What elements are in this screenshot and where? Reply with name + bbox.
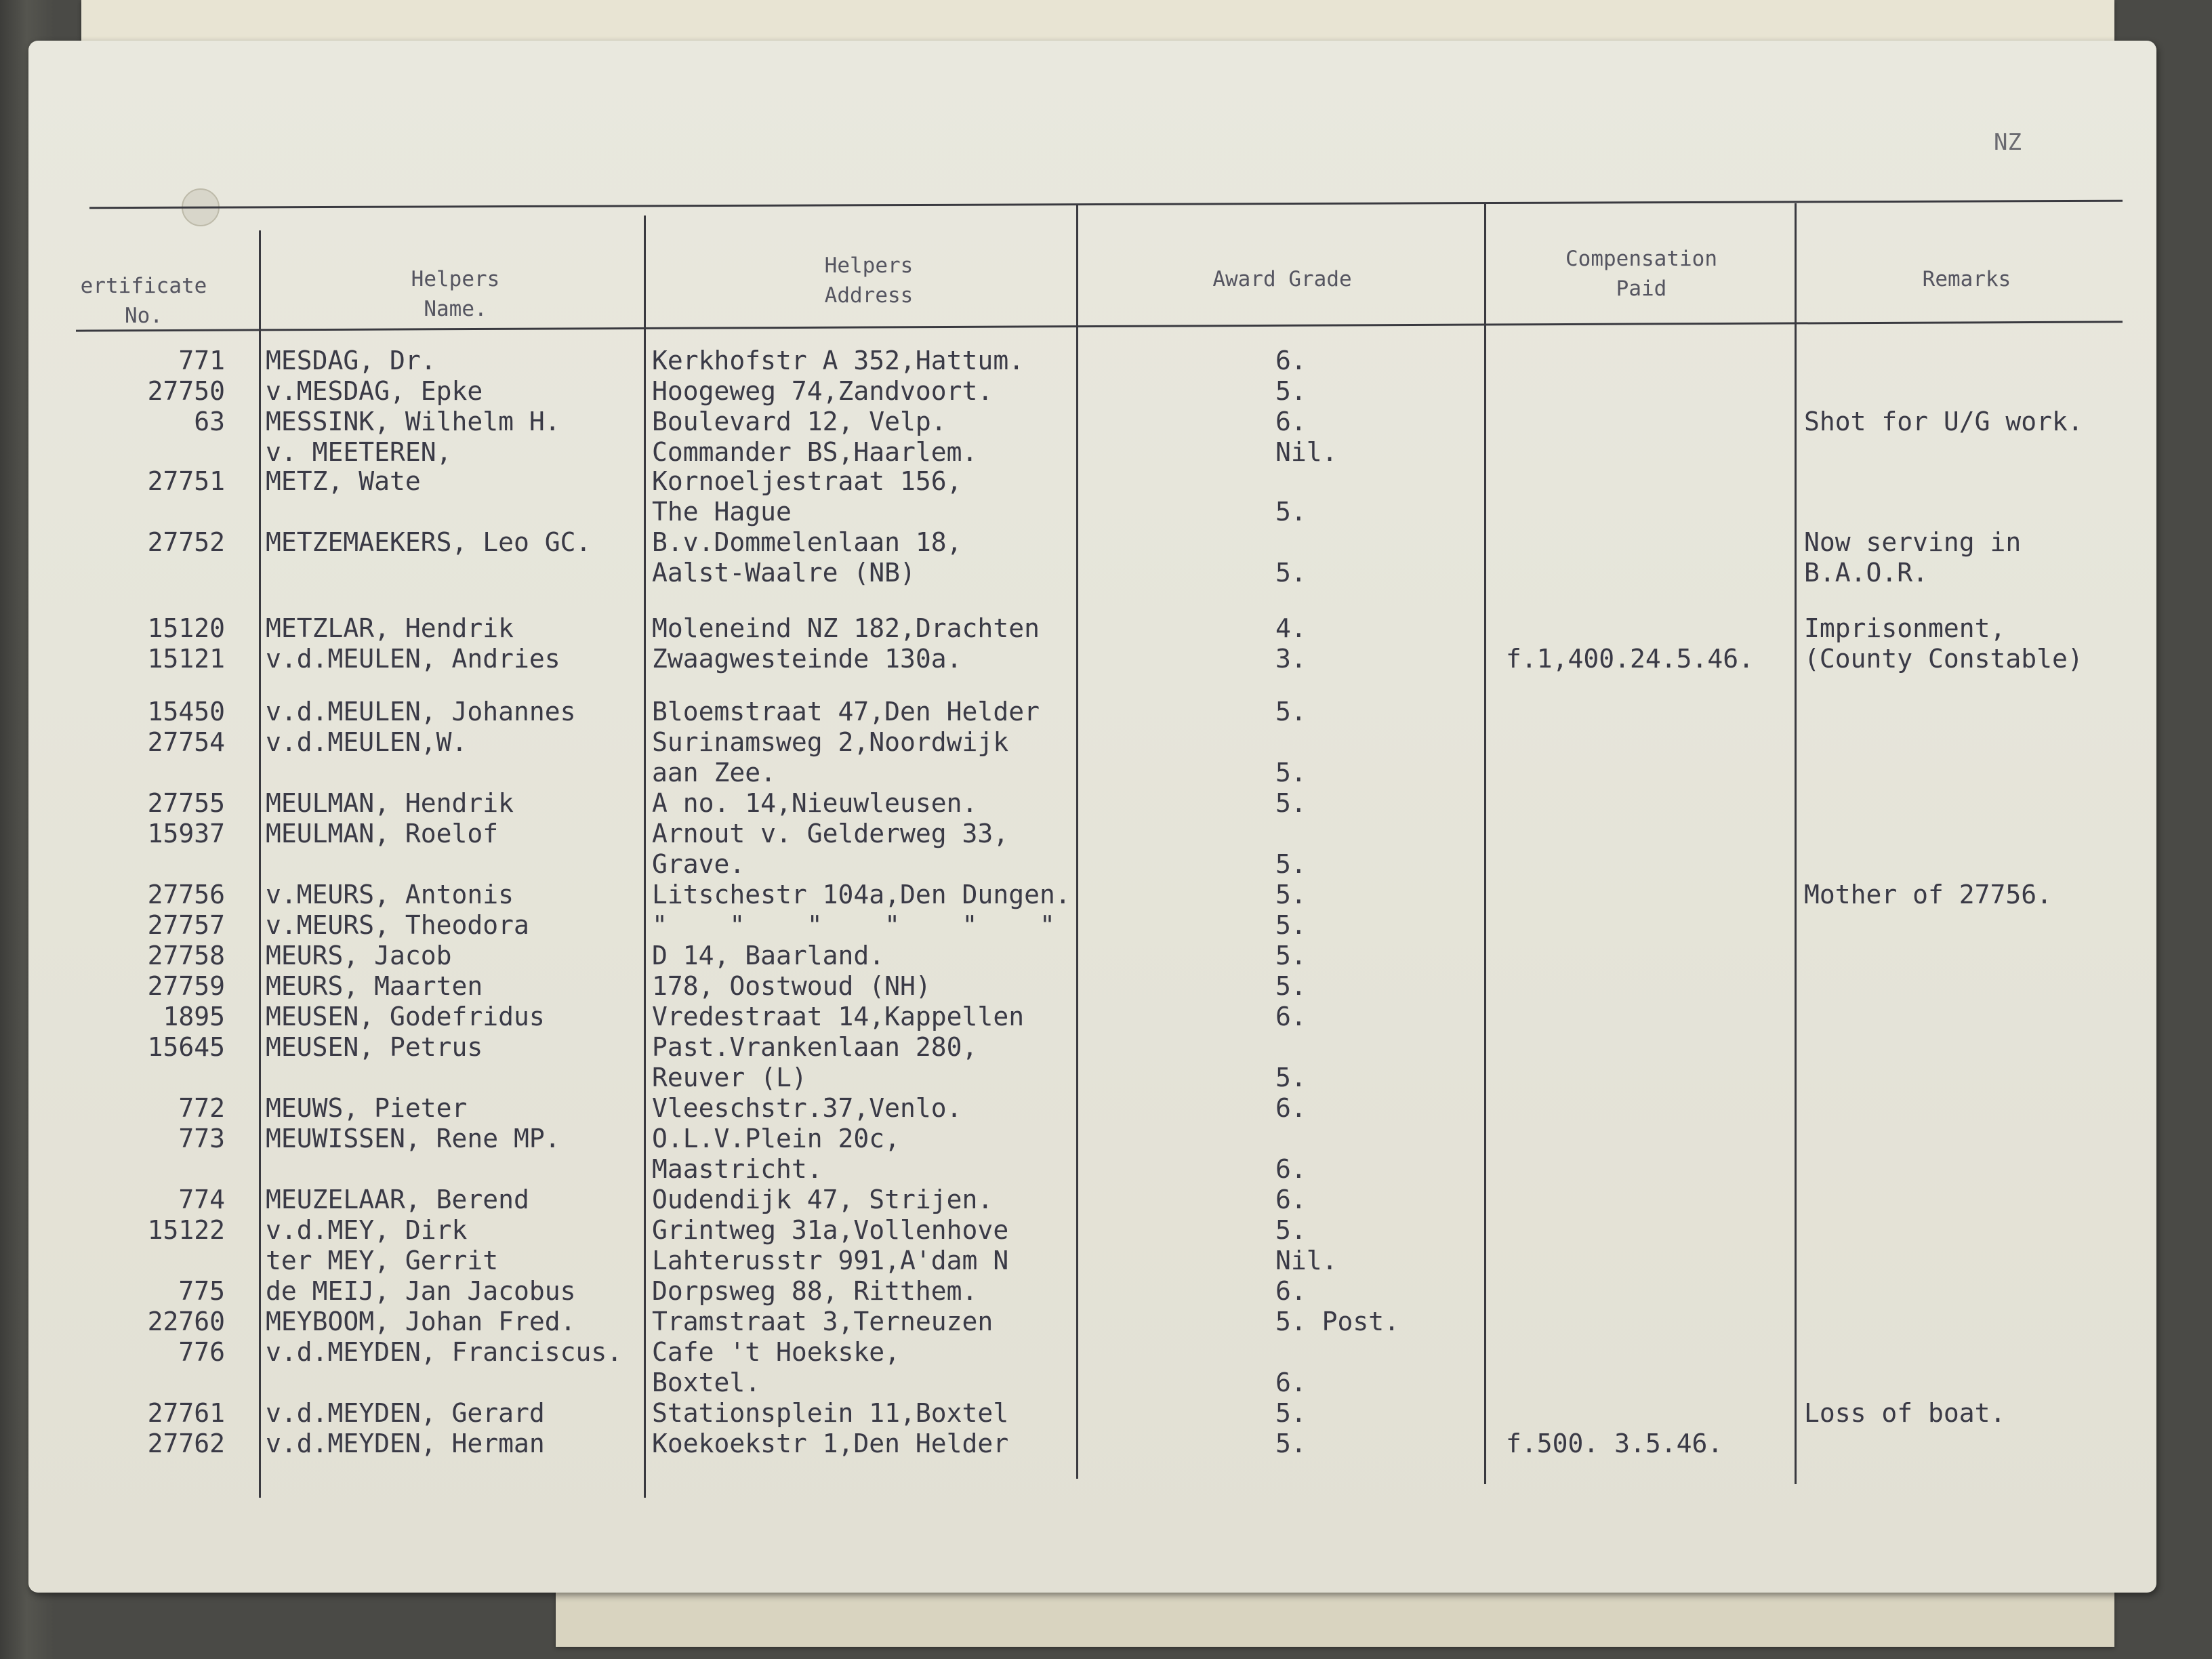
row-25-addr: Maastricht. bbox=[652, 1154, 823, 1184]
row-4-cert: 27751 bbox=[147, 466, 225, 496]
row-16-cert: 27756 bbox=[147, 880, 225, 909]
row-14-cert: 15937 bbox=[147, 819, 225, 848]
row-14-addr: Arnout v. Gelderweg 33, bbox=[652, 819, 1009, 848]
row-23-grade: 6. bbox=[1275, 1093, 1307, 1123]
row-4-name: METZ, Wate bbox=[266, 466, 421, 496]
row-26-cert: 774 bbox=[178, 1185, 225, 1214]
card-mark: NZ bbox=[1994, 129, 2022, 156]
row-34-comp: f.500. 3.5.46. bbox=[1506, 1429, 1723, 1458]
row-23-addr: Vleeschstr.37,Venlo. bbox=[652, 1093, 962, 1123]
header-award-grade: Award Grade bbox=[1212, 267, 1352, 291]
row-31-name: v.d.MEYDEN, Franciscus. bbox=[266, 1337, 623, 1367]
row-18-cert: 27758 bbox=[147, 941, 225, 970]
row-9-addr: Zwaagwesteinde 130a. bbox=[652, 644, 962, 674]
row-9-comp: f.1,400.24.5.46. bbox=[1506, 644, 1755, 674]
row-32-grade: 6. bbox=[1275, 1368, 1307, 1397]
row-22-grade: 5. bbox=[1275, 1063, 1307, 1092]
header-remarks: Remarks bbox=[1922, 267, 2011, 291]
row-0-addr: Kerkhofstr A 352,Hattum. bbox=[652, 346, 1025, 375]
row-20-name: MEUSEN, Godefridus bbox=[266, 1002, 545, 1031]
row-1-addr: Hoogeweg 74,Zandvoort. bbox=[652, 376, 994, 406]
row-34-cert: 27762 bbox=[147, 1429, 225, 1458]
row-31-cert: 776 bbox=[178, 1337, 225, 1367]
header-helpers-address: Helpers Address bbox=[824, 253, 914, 308]
row-7-grade: 5. bbox=[1275, 558, 1307, 588]
row-31-addr: Cafe 't Hoekske, bbox=[652, 1337, 901, 1367]
row-16-rem: Mother of 27756. bbox=[1804, 880, 2053, 909]
row-19-cert: 27759 bbox=[147, 971, 225, 1001]
row-3-name: v. MEETEREN, bbox=[266, 437, 452, 467]
row-6-name: METZEMAEKERS, Leo GC. bbox=[266, 527, 592, 557]
row-2-addr: Boulevard 12, Velp. bbox=[652, 407, 947, 436]
row-19-name: MEURS, Maarten bbox=[266, 971, 483, 1001]
row-28-name: ter MEY, Gerrit bbox=[266, 1246, 499, 1275]
row-8-name: METZLAR, Hendrik bbox=[266, 613, 514, 643]
row-30-addr: Tramstraat 3,Terneuzen bbox=[652, 1307, 994, 1336]
row-26-grade: 6. bbox=[1275, 1185, 1307, 1214]
row-0-grade: 6. bbox=[1275, 346, 1307, 375]
row-2-rem: Shot for U/G work. bbox=[1804, 407, 2083, 436]
row-33-name: v.d.MEYDEN, Gerard bbox=[266, 1398, 545, 1428]
row-4-addr: Kornoeljestraat 156, bbox=[652, 466, 962, 496]
row-22-addr: Reuver (L) bbox=[652, 1063, 807, 1092]
row-1-grade: 5. bbox=[1275, 376, 1307, 406]
col-rule-4 bbox=[1484, 203, 1486, 1484]
row-18-grade: 5. bbox=[1275, 941, 1307, 970]
row-8-rem: Imprisonment, bbox=[1804, 613, 2006, 643]
row-30-grade: 5. Post. bbox=[1275, 1307, 1400, 1336]
col-rule-2 bbox=[644, 216, 646, 1498]
row-9-name: v.d.MEULEN, Andries bbox=[266, 644, 560, 674]
row-20-cert: 1895 bbox=[163, 1002, 225, 1031]
row-2-name: MESSINK, Wilhelm H. bbox=[266, 407, 560, 436]
row-10-name: v.d.MEULEN, Johannes bbox=[266, 697, 576, 726]
row-5-grade: 5. bbox=[1275, 497, 1307, 527]
row-34-grade: 5. bbox=[1275, 1429, 1307, 1458]
row-13-addr: A no. 14,Nieuwleusen. bbox=[652, 788, 978, 818]
row-15-addr: Grave. bbox=[652, 849, 745, 879]
row-25-grade: 6. bbox=[1275, 1154, 1307, 1184]
row-14-name: MEULMAN, Roelof bbox=[266, 819, 499, 848]
row-33-grade: 5. bbox=[1275, 1398, 1307, 1428]
row-2-grade: 6. bbox=[1275, 407, 1307, 436]
row-23-cert: 772 bbox=[178, 1093, 225, 1123]
row-17-grade: 5. bbox=[1275, 910, 1307, 940]
row-13-grade: 5. bbox=[1275, 788, 1307, 818]
row-10-addr: Bloemstraat 47,Den Helder bbox=[652, 697, 1040, 726]
row-30-name: MEYBOOM, Johan Fred. bbox=[266, 1307, 576, 1336]
row-0-cert: 771 bbox=[178, 346, 225, 375]
row-21-cert: 15645 bbox=[147, 1032, 225, 1062]
row-18-addr: D 14, Baarland. bbox=[652, 941, 885, 970]
row-20-addr: Vredestraat 14,Kappellen bbox=[652, 1002, 1025, 1031]
row-8-cert: 15120 bbox=[147, 613, 225, 643]
row-28-addr: Lahterusstr 991,A'dam N bbox=[652, 1246, 1009, 1275]
row-6-rem: Now serving in bbox=[1804, 527, 2022, 557]
row-19-grade: 5. bbox=[1275, 971, 1307, 1001]
row-3-grade: Nil. bbox=[1275, 437, 1338, 467]
row-24-cert: 773 bbox=[178, 1124, 225, 1153]
row-26-addr: Oudendijk 47, Strijen. bbox=[652, 1185, 994, 1214]
row-16-addr: Litschestr 104a,Den Dungen. bbox=[652, 880, 1071, 909]
row-27-grade: 5. bbox=[1275, 1215, 1307, 1245]
row-13-name: MEULMAN, Hendrik bbox=[266, 788, 514, 818]
row-33-cert: 27761 bbox=[147, 1398, 225, 1428]
row-34-addr: Koekoekstr 1,Den Helder bbox=[652, 1429, 1009, 1458]
row-10-cert: 15450 bbox=[147, 697, 225, 726]
row-27-cert: 15122 bbox=[147, 1215, 225, 1245]
row-7-addr: Aalst-Waalre (NB) bbox=[652, 558, 916, 588]
row-18-name: MEURS, Jacob bbox=[266, 941, 452, 970]
row-3-addr: Commander BS,Haarlem. bbox=[652, 437, 978, 467]
col-rule-3 bbox=[1076, 205, 1078, 1479]
row-2-cert: 63 bbox=[194, 407, 225, 436]
header-helpers-name: Helpers Name. bbox=[411, 267, 500, 321]
row-16-grade: 5. bbox=[1275, 880, 1307, 909]
row-10-grade: 5. bbox=[1275, 697, 1307, 726]
row-5-addr: The Hague bbox=[652, 497, 792, 527]
header-top-rule bbox=[89, 200, 2123, 209]
row-15-grade: 5. bbox=[1275, 849, 1307, 879]
row-12-addr: aan Zee. bbox=[652, 758, 777, 787]
col-rule-5 bbox=[1795, 203, 1797, 1484]
row-9-cert: 15121 bbox=[147, 644, 225, 674]
row-7-rem: B.A.O.R. bbox=[1804, 558, 1929, 588]
row-11-cert: 27754 bbox=[147, 727, 225, 757]
row-29-grade: 6. bbox=[1275, 1276, 1307, 1306]
row-17-addr: " " " " " " bbox=[652, 910, 1055, 940]
row-24-name: MEUWISSEN, Rene MP. bbox=[266, 1124, 560, 1153]
row-30-cert: 22760 bbox=[147, 1307, 225, 1336]
row-20-grade: 6. bbox=[1275, 1002, 1307, 1031]
row-1-name: v.MESDAG, Epke bbox=[266, 376, 483, 406]
header-certificate-no: ertificate No. bbox=[80, 274, 207, 328]
row-33-rem: Loss of boat. bbox=[1804, 1398, 2006, 1428]
row-8-grade: 4. bbox=[1275, 613, 1307, 643]
row-32-addr: Boxtel. bbox=[652, 1368, 761, 1397]
row-9-rem: (County Constable) bbox=[1804, 644, 2083, 674]
row-34-name: v.d.MEYDEN, Herman bbox=[266, 1429, 545, 1458]
row-27-name: v.d.MEY, Dirk bbox=[266, 1215, 468, 1245]
row-11-name: v.d.MEULEN,W. bbox=[266, 727, 468, 757]
row-21-addr: Past.Vrankenlaan 280, bbox=[652, 1032, 978, 1062]
row-13-cert: 27755 bbox=[147, 788, 225, 818]
row-29-name: de MEIJ, Jan Jacobus bbox=[266, 1276, 576, 1306]
row-29-cert: 775 bbox=[178, 1276, 225, 1306]
row-8-addr: Moleneind NZ 182,Drachten bbox=[652, 613, 1040, 643]
row-33-addr: Stationsplein 11,Boxtel bbox=[652, 1398, 1009, 1428]
row-0-name: MESDAG, Dr. bbox=[266, 346, 436, 375]
row-23-name: MEUWS, Pieter bbox=[266, 1093, 468, 1123]
row-28-grade: Nil. bbox=[1275, 1246, 1338, 1275]
row-27-addr: Grintweg 31a,Vollenhove bbox=[652, 1215, 1009, 1245]
header-compensation-paid: Compensation Paid bbox=[1565, 247, 1717, 301]
row-29-addr: Dorpsweg 88, Ritthem. bbox=[652, 1276, 978, 1306]
row-17-cert: 27757 bbox=[147, 910, 225, 940]
row-21-name: MEUSEN, Petrus bbox=[266, 1032, 483, 1062]
row-11-addr: Surinamsweg 2,Noordwijk bbox=[652, 727, 1009, 757]
row-9-grade: 3. bbox=[1275, 644, 1307, 674]
row-24-addr: O.L.V.Plein 20c, bbox=[652, 1124, 901, 1153]
row-16-name: v.MEURS, Antonis bbox=[266, 880, 514, 909]
row-6-cert: 27752 bbox=[147, 527, 225, 557]
row-17-name: v.MEURS, Theodora bbox=[266, 910, 529, 940]
index-card bbox=[28, 41, 2156, 1593]
row-26-name: MEUZELAAR, Berend bbox=[266, 1185, 529, 1214]
row-12-grade: 5. bbox=[1275, 758, 1307, 787]
row-6-addr: B.v.Dommelenlaan 18, bbox=[652, 527, 962, 557]
col-rule-1 bbox=[259, 230, 261, 1498]
row-1-cert: 27750 bbox=[147, 376, 225, 406]
row-19-addr: 178, Oostwoud (NH) bbox=[652, 971, 931, 1001]
